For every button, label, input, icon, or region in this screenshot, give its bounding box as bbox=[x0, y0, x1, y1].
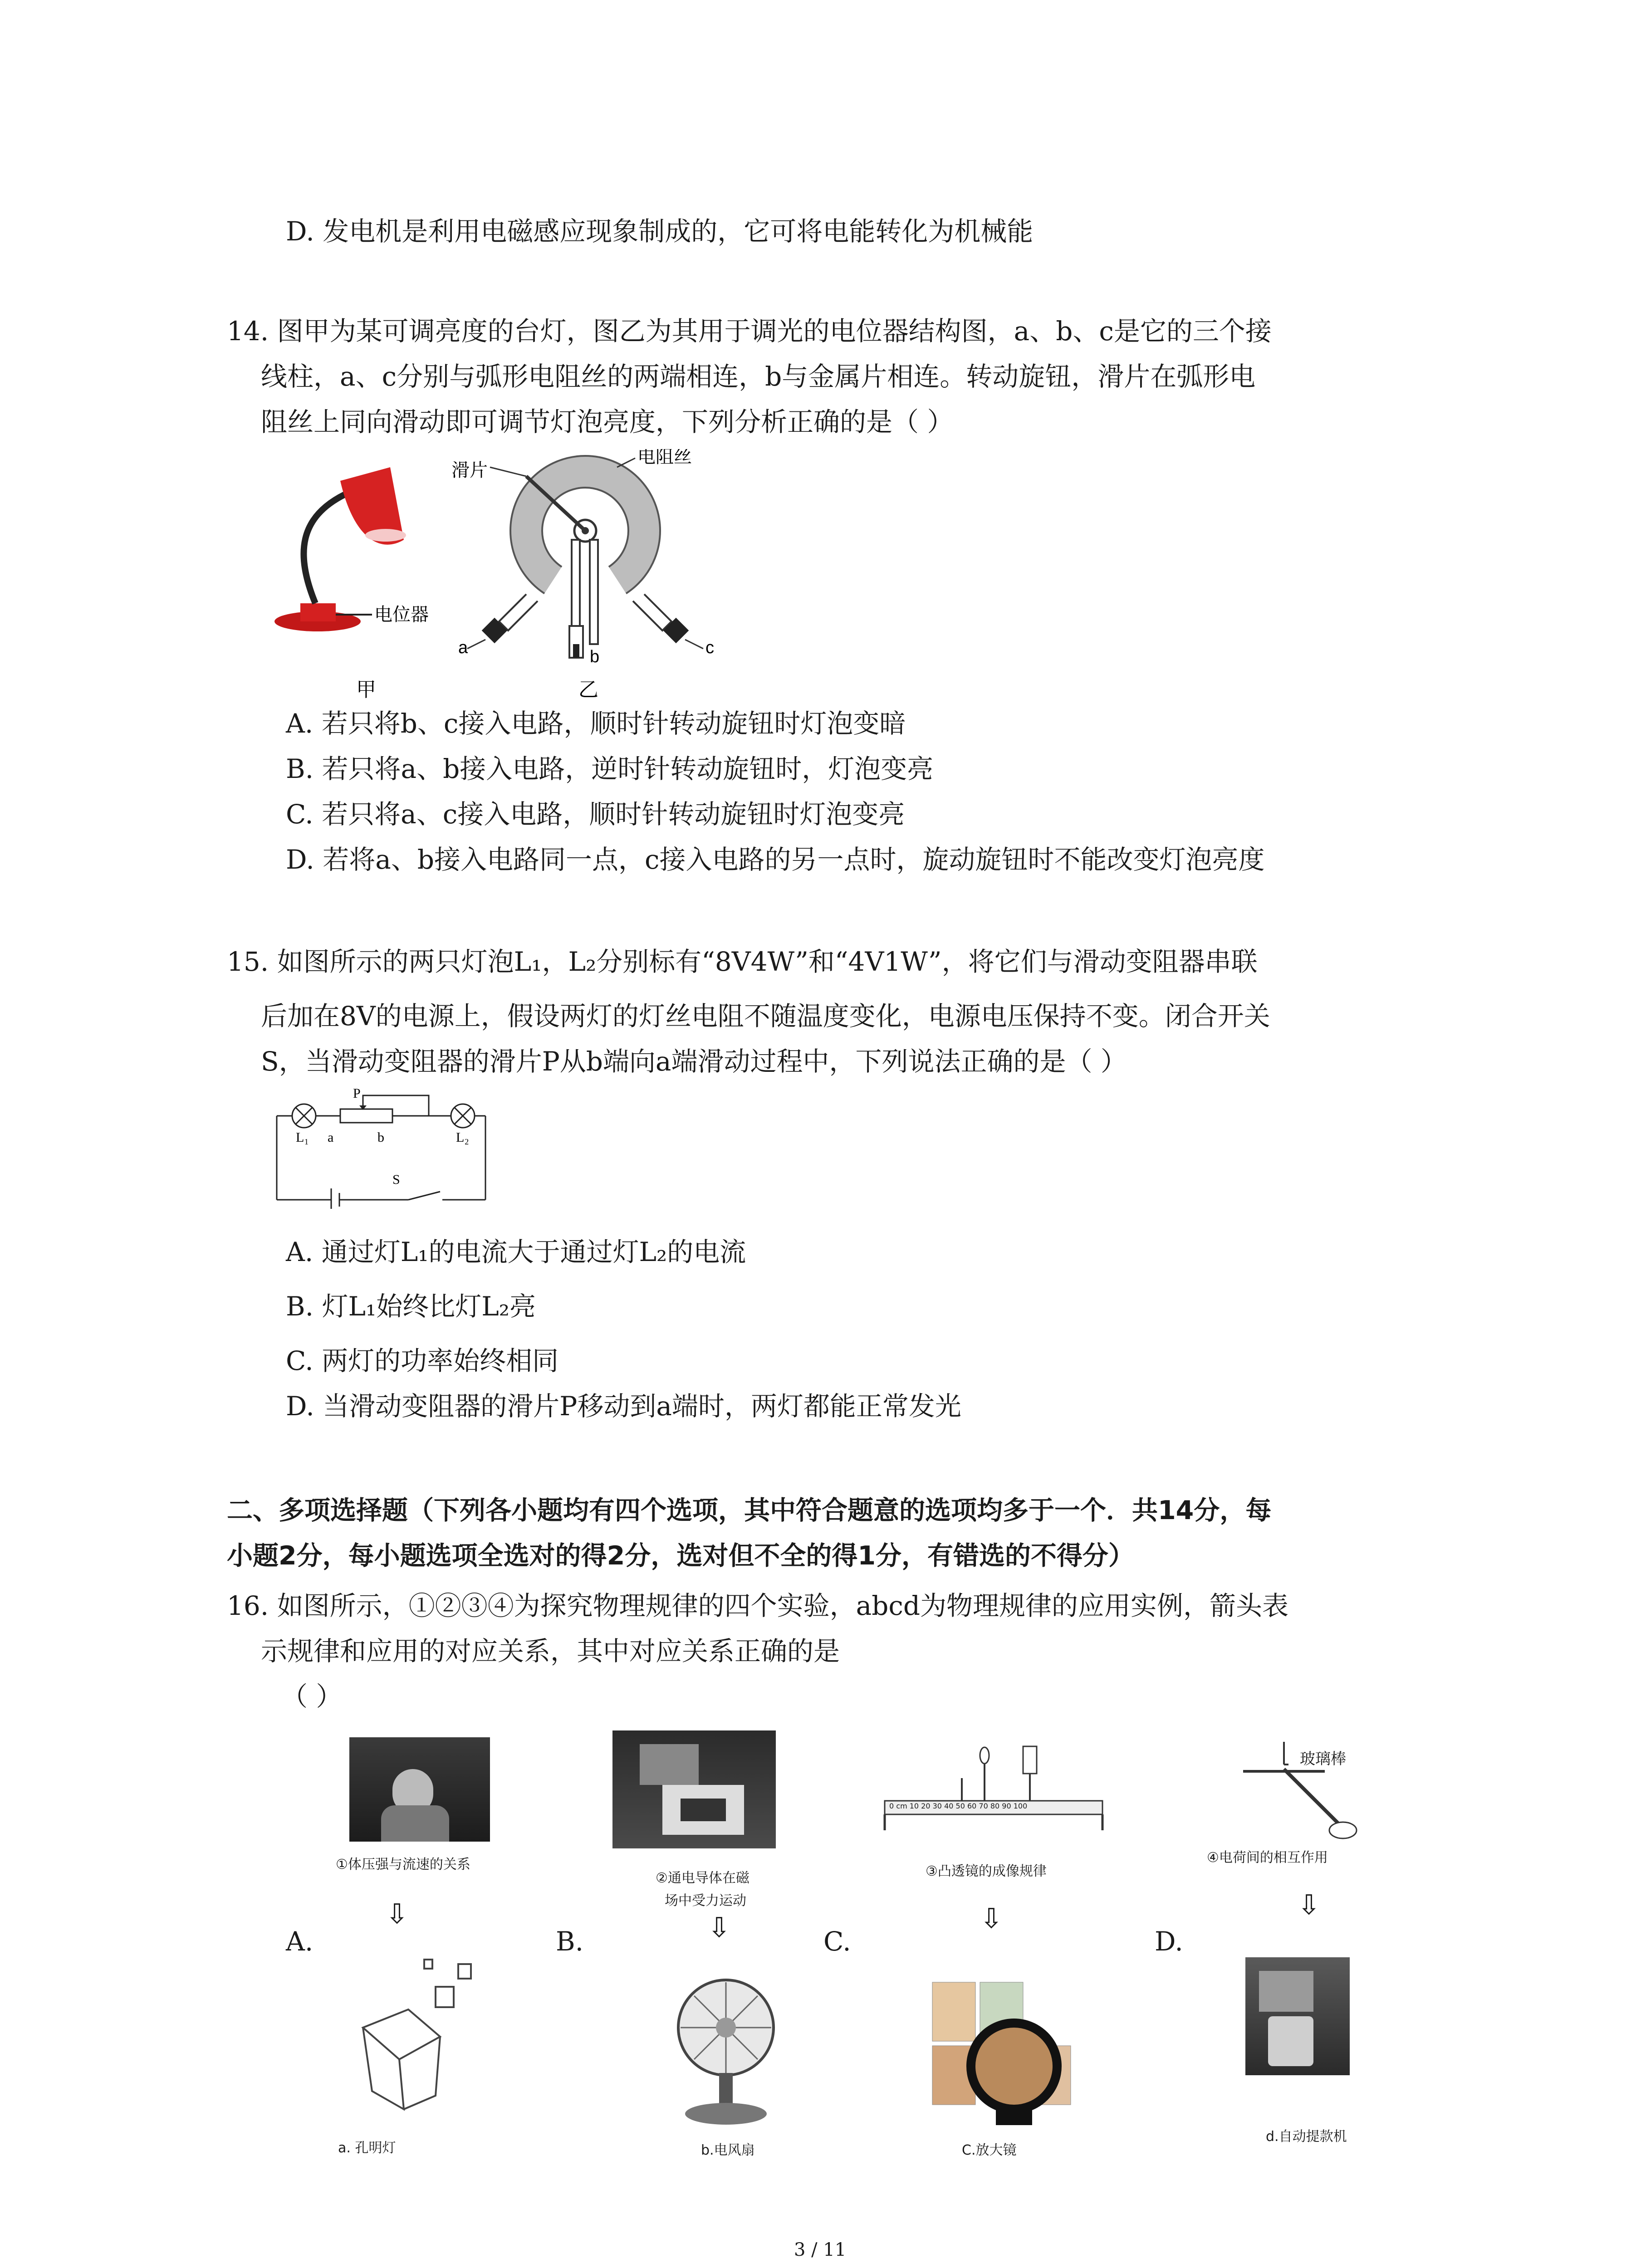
figure-14-drawing bbox=[272, 449, 771, 703]
q14-option-d: D. 若将a、b接入电路同一点，c接入电路的另一点时，旋动旋钮时不能改变灯泡亮度 bbox=[286, 844, 1265, 875]
arrow-c-icon: ⇩ bbox=[980, 1903, 1003, 1935]
q15-stem-line2: 后加在8V的电源上，假设两灯的灯丝电阻不随温度变化，电源电压保持不变。闭合开关 bbox=[261, 1001, 1270, 1031]
glass-rod-label: 玻璃棒 bbox=[1300, 1750, 1346, 1768]
q16-stem-line1: 16. 如图所示，①②③④为探究物理规律的四个实验，abcd为物理规律的应用实例，箭头表 bbox=[227, 1590, 1288, 1621]
figure-15-circuit bbox=[272, 1086, 508, 1209]
q15-option-d: D. 当滑动变阻器的滑片P移动到a端时，两灯都能正常发光 bbox=[286, 1391, 961, 1422]
experiment-1-photo bbox=[349, 1737, 490, 1842]
q13-option-d: D. 发电机是利用电磁感应现象制成的，它可将电能转化为机械能 bbox=[286, 216, 1034, 247]
arrow-a-icon: ⇩ bbox=[386, 1898, 409, 1930]
experiment-1-caption: ①体压强与流速的关系 bbox=[336, 1857, 470, 1872]
q15-stem-line3: S，当滑动变阻器的滑片P从b端向a端滑动过程中，下列说法正确的是（ ） bbox=[261, 1046, 1127, 1077]
terminal-a: a bbox=[458, 638, 468, 657]
section-2-heading-line1: 二、多项选择题（下列各小题均有四个选项，其中符合题意的选项均多于一个．共14分，每 bbox=[227, 1496, 1272, 1525]
pot-yi: 乙 bbox=[578, 679, 598, 701]
q15-stem-line1: 15. 如图所示的两只灯泡L₁，L₂分别标有“8V4W”和“4V1W”，将它们与滑动变阻器串联 bbox=[227, 946, 1258, 977]
lamp-l2-label: L₂ bbox=[456, 1130, 469, 1145]
magnifier-drawing bbox=[928, 1978, 1073, 2127]
figure-14 bbox=[272, 449, 771, 703]
sky-lantern-image bbox=[345, 1941, 490, 2123]
application-a-caption: a. 孔明灯 bbox=[338, 2140, 396, 2156]
q15-option-a: A. 通过灯L₁的电流大于通过灯L₂的电流 bbox=[286, 1237, 746, 1267]
magnifier-image bbox=[928, 1978, 1073, 2127]
terminal-c: c bbox=[705, 638, 714, 657]
wire-label: 电阻丝 bbox=[637, 449, 692, 467]
q15-option-b: B. 灯L₁始终比灯L₂亮 bbox=[286, 1291, 536, 1322]
q16-option-c: C. bbox=[823, 1926, 851, 1957]
optical-bench-ruler: 0 cm 10 20 30 40 50 60 70 80 90 100 bbox=[889, 1802, 1028, 1810]
application-b-caption: b.电风扇 bbox=[701, 2142, 755, 2158]
q16-option-a: A. bbox=[286, 1926, 314, 1957]
q16-option-b: B. bbox=[556, 1926, 584, 1957]
experiment-2-caption-line2: 场中受力运动 bbox=[665, 1893, 746, 1909]
lamp-jia: 甲 bbox=[356, 679, 376, 701]
end-a: a bbox=[328, 1130, 334, 1145]
q14-option-b: B. 若只将a、b接入电路，逆时针转动旋钮时，灯泡变亮 bbox=[286, 753, 934, 784]
lamp-l1-label: L₁ bbox=[296, 1130, 309, 1145]
section-2-heading-line2: 小题2分，每小题选项全选对的得2分，选对但不全的得1分，有错选的不得分） bbox=[227, 1541, 1134, 1571]
q14-stem-line1: 14. 图甲为某可调亮度的台灯，图乙为其用于调光的电位器结构图，a、b、c是它的三个接 bbox=[227, 316, 1272, 347]
q14-option-a: A. 若只将b、c接入电路，顺时针转动旋钮时灯泡变暗 bbox=[286, 708, 906, 739]
electric-fan-image bbox=[667, 1978, 794, 2132]
application-c-caption: C.放大镜 bbox=[962, 2142, 1017, 2158]
slider-p: P bbox=[353, 1086, 361, 1101]
experiment-4-caption: ④电荷间的相互作用 bbox=[1207, 1850, 1328, 1866]
circuit-drawing bbox=[272, 1086, 508, 1209]
sky-lantern-drawing bbox=[345, 1941, 490, 2123]
q16-option-d: D. bbox=[1155, 1926, 1183, 1957]
switch-s: S bbox=[392, 1172, 400, 1187]
potentiometer-diagram bbox=[467, 456, 703, 658]
page-number: 3 / 11 bbox=[794, 2239, 847, 2260]
q16-stem-line2: 示规律和应用的对应关系，其中对应关系正确的是 bbox=[261, 1636, 840, 1667]
arrow-d-icon: ⇩ bbox=[1298, 1889, 1321, 1921]
experiment-4-charges bbox=[1234, 1737, 1370, 1846]
application-d-caption: d.自动提款机 bbox=[1266, 2129, 1347, 2145]
q16-stem-line3: （ ） bbox=[281, 1681, 343, 1712]
fan-drawing bbox=[667, 1978, 794, 2132]
slider-label: 滑片 bbox=[451, 460, 488, 480]
q14-option-c: C. 若只将a、c接入电路，顺时针转动旋钮时灯泡变亮 bbox=[286, 799, 905, 830]
optical-bench-drawing bbox=[880, 1733, 1107, 1842]
experiment-3-optical-bench bbox=[880, 1733, 1107, 1842]
terminal-b: b bbox=[590, 647, 600, 666]
q14-stem-line3: 阻丝上同向滑动即可调节灯泡亮度，下列分析正确的是（ ） bbox=[261, 406, 954, 437]
lamp-label: 电位器 bbox=[374, 605, 429, 625]
experiment-2-caption-line1: ②通电导体在磁 bbox=[656, 1870, 749, 1886]
end-b: b bbox=[377, 1130, 384, 1145]
experiment-3-caption: ③凸透镜的成像规律 bbox=[926, 1863, 1047, 1879]
arrow-b-icon: ⇩ bbox=[708, 1912, 731, 1944]
atm-image bbox=[1245, 1957, 1350, 2075]
experiment-2-photo bbox=[612, 1730, 776, 1848]
q14-stem-line2: 线柱，a、c分别与弧形电阻丝的两端相连，b与金属片相连。转动旋钮，滑片在弧形电 bbox=[261, 361, 1256, 392]
q15-option-c: C. 两灯的功率始终相同 bbox=[286, 1345, 559, 1376]
